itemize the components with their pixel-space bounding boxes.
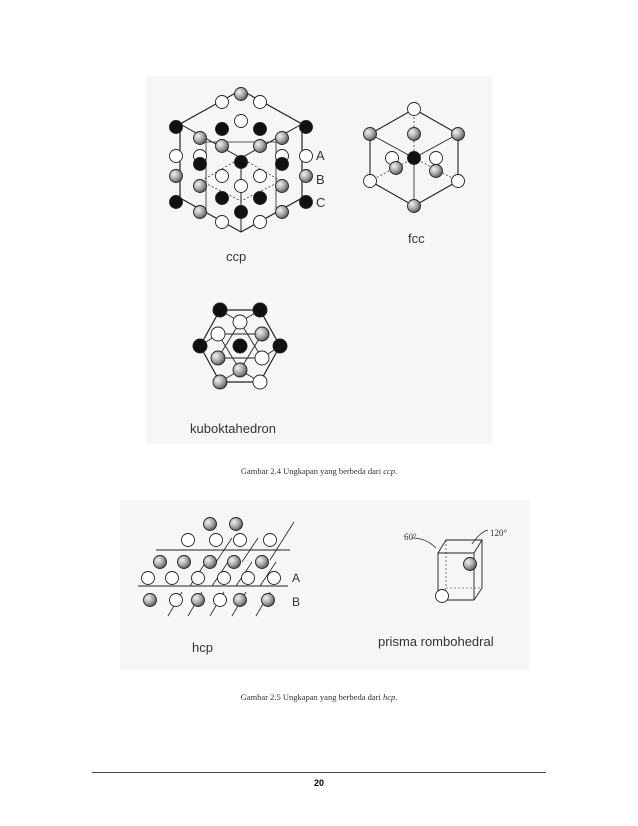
shaded-sphere <box>235 88 248 101</box>
shaded-sphere <box>204 556 217 569</box>
white-sphere <box>192 572 205 585</box>
shaded-sphere <box>211 351 225 365</box>
figure-2-5-caption <box>0 692 638 702</box>
white-sphere <box>211 327 225 341</box>
shaded-sphere <box>213 375 227 389</box>
shaded-sphere <box>144 594 157 607</box>
shaded-sphere <box>216 140 229 153</box>
prisma-rombohedral-diagram <box>378 528 508 649</box>
hcp-spheres <box>142 518 281 607</box>
black-sphere <box>235 156 248 169</box>
hcp-layer-b-label: B <box>292 595 301 609</box>
black-sphere <box>408 152 421 165</box>
white-sphere <box>408 103 421 116</box>
white-sphere <box>254 216 267 229</box>
white-sphere <box>218 572 231 585</box>
shaded-sphere <box>452 128 465 141</box>
figure-ccp-representations <box>146 76 492 444</box>
figure-hcp-svg <box>120 500 530 670</box>
page-number: 20 <box>313 778 324 788</box>
white-sphere <box>142 572 155 585</box>
white-sphere <box>214 594 227 607</box>
shaded-sphere <box>364 128 377 141</box>
shaded-sphere <box>234 594 247 607</box>
white-sphere <box>300 150 313 163</box>
shaded-sphere <box>276 206 289 219</box>
white-sphere <box>216 216 229 229</box>
white-sphere <box>233 315 247 329</box>
fcc-label: fcc <box>408 231 425 246</box>
white-sphere <box>170 594 183 607</box>
shaded-sphere <box>256 556 269 569</box>
white-sphere <box>452 175 465 188</box>
shaded-sphere <box>254 140 267 153</box>
shaded-sphere <box>276 180 289 193</box>
ccp-spheres <box>170 88 313 229</box>
white-sphere <box>254 96 267 109</box>
caption-term: hcp <box>382 692 396 702</box>
hcp-label: hcp <box>192 640 213 655</box>
caption-text: Gambar 2.5 Ungkapan yang berbeda dari <box>240 692 383 702</box>
white-sphere <box>242 572 255 585</box>
white-sphere <box>235 115 248 128</box>
ccp-label: ccp <box>226 249 247 264</box>
white-sphere <box>364 175 377 188</box>
shaded-sphere <box>194 180 207 193</box>
white-sphere <box>254 170 267 183</box>
kuboktahedron-spheres <box>193 303 287 389</box>
footer-rule <box>92 772 546 773</box>
shaded-sphere <box>170 170 183 183</box>
hcp-diagram <box>138 518 300 656</box>
shaded-sphere <box>300 170 313 183</box>
black-sphere <box>216 192 229 205</box>
shaded-sphere <box>262 594 275 607</box>
white-sphere <box>430 152 443 165</box>
caption-term: ccp <box>383 466 395 476</box>
white-sphere <box>253 375 267 389</box>
shaded-sphere <box>178 556 191 569</box>
caption-text: Gambar 2.4 Ungkapan yang berbeda dari <box>240 466 384 476</box>
figure-2-4-caption <box>0 466 638 476</box>
white-sphere <box>436 590 449 603</box>
kuboktahedron-diagram <box>190 303 287 436</box>
angle-60-label: 60° <box>404 532 417 542</box>
black-sphere <box>273 339 287 353</box>
white-sphere <box>235 180 248 193</box>
black-sphere <box>235 206 248 219</box>
shaded-sphere <box>228 556 241 569</box>
black-sphere <box>170 121 183 134</box>
white-sphere <box>210 534 223 547</box>
black-sphere <box>194 158 207 171</box>
white-sphere <box>255 351 269 365</box>
shaded-sphere <box>276 132 289 145</box>
angle-120-label: 120° <box>490 528 508 538</box>
shaded-sphere <box>194 206 207 219</box>
black-sphere <box>193 339 207 353</box>
white-sphere <box>166 572 179 585</box>
black-sphere <box>233 339 247 353</box>
shaded-sphere <box>464 558 477 571</box>
shaded-sphere <box>154 556 167 569</box>
caption-end: . <box>395 466 398 476</box>
white-sphere <box>234 534 247 547</box>
shaded-sphere <box>390 162 403 175</box>
black-sphere <box>253 303 267 317</box>
shaded-sphere <box>192 594 205 607</box>
black-sphere <box>300 121 313 134</box>
ccp-layer-a-label: A <box>316 148 325 163</box>
caption-end: . <box>395 692 398 702</box>
white-sphere <box>268 572 281 585</box>
white-sphere <box>216 170 229 183</box>
hcp-layer-a-label: A <box>292 571 301 585</box>
black-sphere <box>276 158 289 171</box>
shaded-sphere <box>430 165 443 178</box>
ccp-layer-c-label: C <box>316 195 326 210</box>
white-sphere <box>216 96 229 109</box>
black-sphere <box>216 123 229 136</box>
black-sphere <box>213 303 227 317</box>
black-sphere <box>254 123 267 136</box>
black-sphere <box>300 196 313 209</box>
white-sphere <box>170 150 183 163</box>
prisma-spheres <box>436 558 477 603</box>
fcc-diagram <box>364 103 465 247</box>
shaded-sphere <box>230 518 243 531</box>
figure-hcp-representations <box>120 500 530 670</box>
shaded-sphere <box>204 518 217 531</box>
prisma-label: prisma rombohedral <box>378 634 494 649</box>
ccp-diagram <box>170 88 326 265</box>
black-sphere <box>170 196 183 209</box>
white-sphere <box>182 534 195 547</box>
shaded-sphere <box>408 200 421 213</box>
shaded-sphere <box>194 132 207 145</box>
white-sphere <box>264 534 277 547</box>
kuboktahedron-label: kuboktahedron <box>190 421 277 436</box>
black-sphere <box>254 192 267 205</box>
figure-ccp-svg <box>146 76 492 444</box>
shaded-sphere <box>408 128 421 141</box>
shaded-sphere <box>255 327 269 341</box>
ccp-layer-b-label: B <box>316 172 325 187</box>
shaded-sphere <box>233 363 247 377</box>
